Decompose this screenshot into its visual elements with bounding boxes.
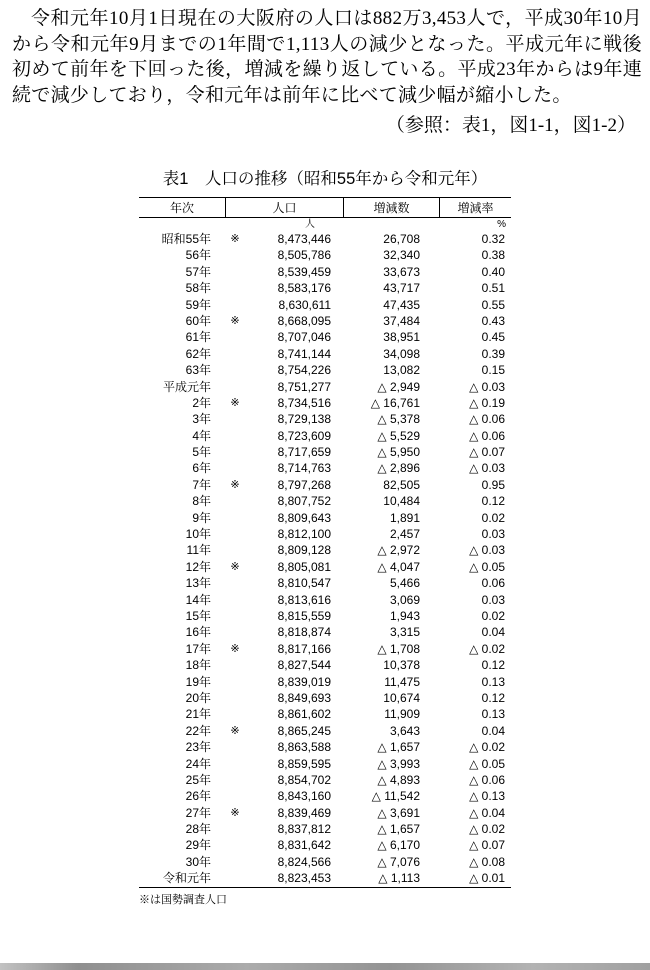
cell-pop: 8,839,469: [277, 805, 331, 820]
cell-pop: 8,741,144: [277, 346, 331, 361]
cell-pop: 8,729,138: [277, 412, 331, 427]
cell-rate: △ 0.06: [469, 772, 505, 787]
table-row: [139, 264, 511, 280]
cell-pop: 8,797,268: [277, 477, 331, 492]
cell-mark: [225, 706, 245, 722]
cell-chg: 11,909: [384, 707, 420, 722]
cell-mark: [225, 608, 245, 624]
cell-chg: △ 16,761: [370, 395, 420, 410]
cell-chg: 26,708: [383, 232, 420, 246]
table-row: [139, 231, 511, 247]
cell-year: 平成元年: [162, 379, 211, 394]
cell-rate: △ 0.04: [469, 805, 505, 820]
cell-year: 20年: [185, 690, 211, 705]
cell-chg: △ 6,170: [377, 838, 420, 853]
cell-year: 8年: [192, 494, 211, 509]
table-row: [139, 837, 511, 853]
cell-mark: [225, 788, 245, 804]
cell-chg: △ 5,529: [377, 428, 420, 443]
cell-year: 昭和55年: [161, 232, 211, 246]
cell-mark: [225, 870, 245, 886]
col-header-rate: 増減率: [439, 198, 511, 218]
cell-pop: 8,861,602: [277, 707, 331, 722]
cell-rate: 0.15: [481, 363, 505, 378]
col-header-change: 増減数: [343, 198, 439, 218]
table-row: [139, 346, 511, 362]
cell-year: 25年: [185, 772, 211, 787]
table-row: [139, 428, 511, 444]
cell-chg: △ 1,113: [378, 871, 420, 886]
cell-year: 10年: [185, 527, 211, 542]
cell-pop: 8,539,459: [277, 264, 331, 279]
cell-chg: 82,505: [383, 477, 420, 492]
cell-year: 21年: [185, 707, 211, 722]
cell-mark: [225, 739, 245, 755]
cell-rate: △ 0.08: [469, 854, 505, 869]
cell-mark: [225, 756, 245, 772]
col-header-year: 年次: [169, 201, 194, 215]
table-row: [139, 608, 511, 624]
cell-chg: △ 4,047: [377, 559, 420, 574]
table-row: [139, 772, 511, 788]
table-row: [139, 805, 511, 821]
cell-mark: [225, 362, 245, 378]
cell-year: 30年: [185, 854, 211, 869]
table-row: [139, 624, 511, 640]
cell-rate: 0.32: [481, 232, 505, 246]
cell-year: 6年: [192, 461, 211, 476]
cell-pop: 8,854,702: [277, 772, 331, 787]
cell-pop: 8,831,642: [277, 838, 331, 853]
table-row: [139, 329, 511, 345]
cell-rate: 0.12: [481, 690, 505, 705]
cell-rate: △ 0.05: [469, 559, 505, 574]
table-row: [139, 280, 511, 296]
cell-pop: 8,815,559: [277, 608, 331, 623]
cell-mark: [225, 674, 245, 690]
cell-year: 23年: [185, 740, 211, 755]
cell-rate: △ 0.07: [469, 445, 505, 460]
cell-mark: [225, 428, 245, 444]
cell-chg: △ 1,657: [377, 822, 420, 837]
cell-year: 63年: [185, 363, 211, 378]
cell-rate: △ 0.03: [469, 461, 505, 476]
cell-chg: 11,475: [384, 674, 420, 689]
cell-pop: 8,473,446: [277, 232, 331, 246]
cell-mark: ※: [230, 724, 240, 737]
cell-year: 16年: [185, 625, 211, 640]
cell-pop: 8,863,588: [277, 740, 331, 755]
cell-chg: 13,082: [383, 363, 420, 378]
cell-pop: 8,734,516: [277, 395, 331, 410]
cell-pop: 8,505,786: [277, 248, 331, 263]
cell-year: 24年: [185, 756, 211, 771]
table-row: [139, 477, 511, 493]
cell-pop: 8,843,160: [277, 789, 331, 804]
cell-chg: 1,891: [389, 510, 420, 525]
cell-year: 18年: [185, 658, 211, 673]
cell-chg: △ 5,950: [377, 445, 420, 460]
cell-pop: 8,865,245: [277, 723, 331, 738]
cell-pop: 8,807,752: [277, 494, 331, 509]
cell-rate: 0.06: [481, 576, 505, 591]
table-row: [139, 706, 511, 722]
table-row: [139, 559, 511, 575]
cell-chg: 47,435: [383, 297, 420, 312]
table-row: [139, 575, 511, 591]
cell-mark: [225, 592, 245, 608]
cell-mark: [225, 247, 245, 263]
cell-pop: 8,714,763: [277, 461, 331, 476]
cell-chg: 3,315: [389, 625, 420, 640]
cell-year: 62年: [185, 346, 211, 361]
cell-mark: [225, 264, 245, 280]
cell-rate: △ 0.01: [469, 871, 505, 886]
table-row: [139, 739, 511, 755]
cell-year: 57年: [185, 264, 211, 279]
table-row: [139, 870, 511, 886]
cell-chg: 43,717: [383, 281, 420, 296]
table-row: [139, 674, 511, 690]
cell-pop: 8,809,128: [277, 543, 331, 558]
cell-rate: 0.13: [481, 707, 505, 722]
cell-pop: 8,839,019: [277, 674, 331, 689]
cell-chg: 10,674: [383, 690, 420, 705]
cell-rate: △ 0.19: [469, 395, 505, 410]
cell-chg: 3,643: [389, 723, 420, 738]
cell-mark: [225, 837, 245, 853]
cell-year: 19年: [185, 674, 211, 689]
table-row: [139, 690, 511, 706]
cell-chg: △ 2,949: [377, 379, 420, 394]
table-row: [139, 379, 511, 395]
table-row: [139, 723, 511, 739]
table-row: [139, 641, 511, 657]
cell-rate: △ 0.02: [469, 822, 505, 837]
cell-mark: [225, 526, 245, 542]
cell-pop: 8,810,547: [277, 576, 331, 591]
cell-mark: [225, 624, 245, 640]
cell-mark: [225, 542, 245, 558]
cell-chg: △ 2,972: [377, 543, 420, 558]
unit-population-label: 人: [305, 219, 315, 230]
cell-mark: [225, 379, 245, 395]
cell-rate: △ 0.03: [469, 379, 505, 394]
cell-rate: △ 0.06: [469, 428, 505, 443]
cell-rate: △ 0.03: [469, 543, 505, 558]
cell-mark: [225, 493, 245, 509]
cell-year: 7年: [192, 477, 211, 492]
cell-year: 3年: [192, 412, 211, 427]
cell-year: 56年: [185, 248, 211, 263]
population-table: [139, 197, 511, 888]
cell-mark: [225, 510, 245, 526]
cell-year: 59年: [185, 297, 211, 312]
cell-rate: △ 0.05: [469, 756, 505, 771]
cell-pop: 8,813,616: [277, 592, 331, 607]
cell-year: 27年: [185, 805, 211, 820]
cell-mark: ※: [230, 233, 240, 245]
cell-mark: [225, 411, 245, 427]
cell-rate: 0.13: [481, 674, 505, 689]
cell-chg: 32,340: [383, 248, 420, 263]
table-row: [139, 444, 511, 460]
cell-chg: △ 11,542: [371, 789, 420, 804]
cell-pop: 8,805,081: [277, 559, 331, 574]
cell-rate: 0.04: [481, 625, 505, 640]
cell-year: 60年: [185, 313, 211, 328]
cell-pop: 8,837,812: [277, 822, 331, 837]
cell-rate: 0.40: [481, 264, 505, 279]
table-row: [139, 657, 511, 673]
cell-mark: [225, 297, 245, 313]
cell-rate: △ 0.07: [469, 838, 505, 853]
cell-chg: △ 1,708: [377, 641, 420, 656]
table-row: [139, 362, 511, 378]
cell-chg: △ 5,378: [377, 412, 420, 427]
reference-note: （参照：表1，図1-1，図1-2）: [385, 115, 636, 136]
cell-year: 14年: [185, 592, 211, 607]
intro-paragraph: 令和元年10月1日現在の大阪府の人口は882万3,453人で，平成30年10月から令和元年9月までの1年間で1,113人の減少となった。平成元年に戦後初めて前年を下回った後，増減を繰り返している。平成23年からは9年連続で減少しており，令和元年は前年に比べて減少幅が縮小した。: [12, 8, 642, 106]
cell-year: 2年: [192, 395, 211, 410]
table-row: [139, 788, 511, 804]
cell-rate: △ 0.02: [469, 740, 505, 755]
table-row: [139, 854, 511, 870]
cell-chg: △ 2,896: [377, 461, 420, 476]
cell-mark: ※: [230, 560, 240, 573]
cell-year: 5年: [192, 445, 211, 460]
cell-pop: 8,812,100: [277, 527, 331, 542]
cell-pop: 8,717,659: [277, 445, 331, 460]
cell-pop: 8,849,693: [277, 690, 331, 705]
cell-rate: 0.45: [481, 330, 505, 345]
units-row: [139, 218, 511, 231]
cell-pop: 8,824,566: [277, 854, 331, 869]
cell-mark: [225, 460, 245, 476]
cell-rate: 0.38: [481, 248, 505, 263]
table-body: [139, 231, 511, 888]
cell-chg: 5,466: [389, 576, 420, 591]
cell-year: 28年: [185, 822, 211, 837]
table-row: [139, 493, 511, 509]
cell-year: 17年: [185, 641, 211, 656]
cell-mark: [225, 280, 245, 296]
page-bottom-shadow: [0, 963, 650, 970]
cell-year: 11年: [186, 543, 211, 558]
table-row: [139, 542, 511, 558]
table-row: [139, 592, 511, 608]
cell-rate: 0.02: [481, 608, 505, 623]
table-row: [139, 821, 511, 837]
cell-mark: ※: [230, 478, 240, 491]
document-page: [0, 6, 650, 970]
cell-pop: 8,707,046: [277, 330, 331, 345]
cell-year: 26年: [185, 789, 211, 804]
cell-year: 令和元年: [162, 871, 211, 886]
cell-chg: 33,673: [383, 264, 420, 279]
table-row: [139, 313, 511, 329]
cell-rate: △ 0.13: [469, 789, 505, 804]
cell-rate: △ 0.02: [469, 641, 505, 656]
cell-rate: 0.12: [481, 658, 505, 673]
table-row: [139, 247, 511, 263]
table-title: 表1 人口の推移（昭和55年から令和元年）: [162, 170, 488, 188]
cell-pop: 8,818,874: [277, 625, 331, 640]
cell-year: 29年: [185, 838, 211, 853]
cell-rate: 0.12: [481, 494, 505, 509]
cell-rate: 0.95: [481, 477, 505, 492]
cell-pop: 8,723,609: [277, 428, 331, 443]
cell-pop: 8,754,226: [277, 363, 331, 378]
cell-rate: 0.02: [481, 510, 505, 525]
cell-pop: 8,630,611: [278, 297, 331, 312]
cell-mark: [225, 821, 245, 837]
cell-chg: 3,069: [389, 592, 420, 607]
cell-year: 12年: [185, 559, 211, 574]
cell-year: 15年: [185, 608, 211, 623]
cell-rate: 0.51: [481, 281, 505, 296]
table-row: [139, 756, 511, 772]
cell-chg: 2,457: [389, 527, 420, 542]
cell-mark: [225, 854, 245, 870]
cell-year: 4年: [192, 428, 211, 443]
cell-rate: 0.39: [481, 346, 505, 361]
cell-rate: 0.03: [481, 592, 505, 607]
table-header-row: [139, 197, 511, 218]
cell-mark: ※: [230, 396, 240, 409]
cell-rate: 0.55: [481, 297, 505, 312]
cell-mark: ※: [230, 806, 240, 819]
cell-mark: ※: [230, 642, 240, 655]
cell-chg: △ 4,893: [377, 772, 420, 787]
cell-year: 22年: [185, 723, 211, 738]
cell-mark: [225, 444, 245, 460]
table-footnote: ※は国勢調査人口: [139, 893, 227, 906]
cell-pop: 8,859,595: [277, 756, 331, 771]
cell-chg: △ 3,691: [377, 805, 420, 820]
cell-pop: 8,751,277: [277, 379, 331, 394]
cell-mark: [225, 772, 245, 788]
table-row: [139, 395, 511, 411]
table-row: [139, 510, 511, 526]
cell-year: 13年: [185, 576, 211, 591]
cell-year: 9年: [192, 510, 211, 525]
cell-pop: 8,668,095: [277, 313, 331, 328]
cell-year: 61年: [185, 330, 211, 345]
cell-pop: 8,809,643: [277, 510, 331, 525]
table-row: [139, 526, 511, 542]
cell-chg: 10,378: [383, 658, 420, 673]
cell-pop: 8,827,544: [277, 658, 331, 673]
cell-chg: △ 3,993: [377, 756, 420, 771]
col-header-population: 人口: [225, 198, 343, 218]
cell-chg: 37,484: [383, 313, 420, 328]
cell-mark: ※: [230, 314, 240, 327]
cell-mark: [225, 575, 245, 591]
cell-rate: △ 0.06: [469, 412, 505, 427]
cell-mark: [225, 690, 245, 706]
cell-rate: 0.43: [481, 313, 505, 328]
cell-chg: 1,943: [389, 608, 420, 623]
cell-pop: 8,583,176: [277, 281, 331, 296]
cell-chg: △ 7,076: [377, 854, 420, 869]
cell-chg: 38,951: [383, 330, 420, 345]
table-row: [139, 411, 511, 427]
cell-rate: 0.04: [481, 723, 505, 738]
unit-rate-label: %: [497, 219, 506, 230]
cell-mark: [225, 657, 245, 673]
cell-pop: 8,823,453: [277, 871, 331, 886]
table-row: [139, 460, 511, 476]
cell-mark: [225, 346, 245, 362]
cell-year: 58年: [185, 281, 211, 296]
cell-mark: [225, 329, 245, 345]
cell-chg: 34,098: [383, 346, 420, 361]
table-row: [139, 297, 511, 313]
cell-chg: 10,484: [383, 494, 420, 509]
cell-chg: △ 1,657: [377, 740, 420, 755]
cell-rate: 0.03: [481, 527, 505, 542]
cell-pop: 8,817,166: [277, 641, 331, 656]
